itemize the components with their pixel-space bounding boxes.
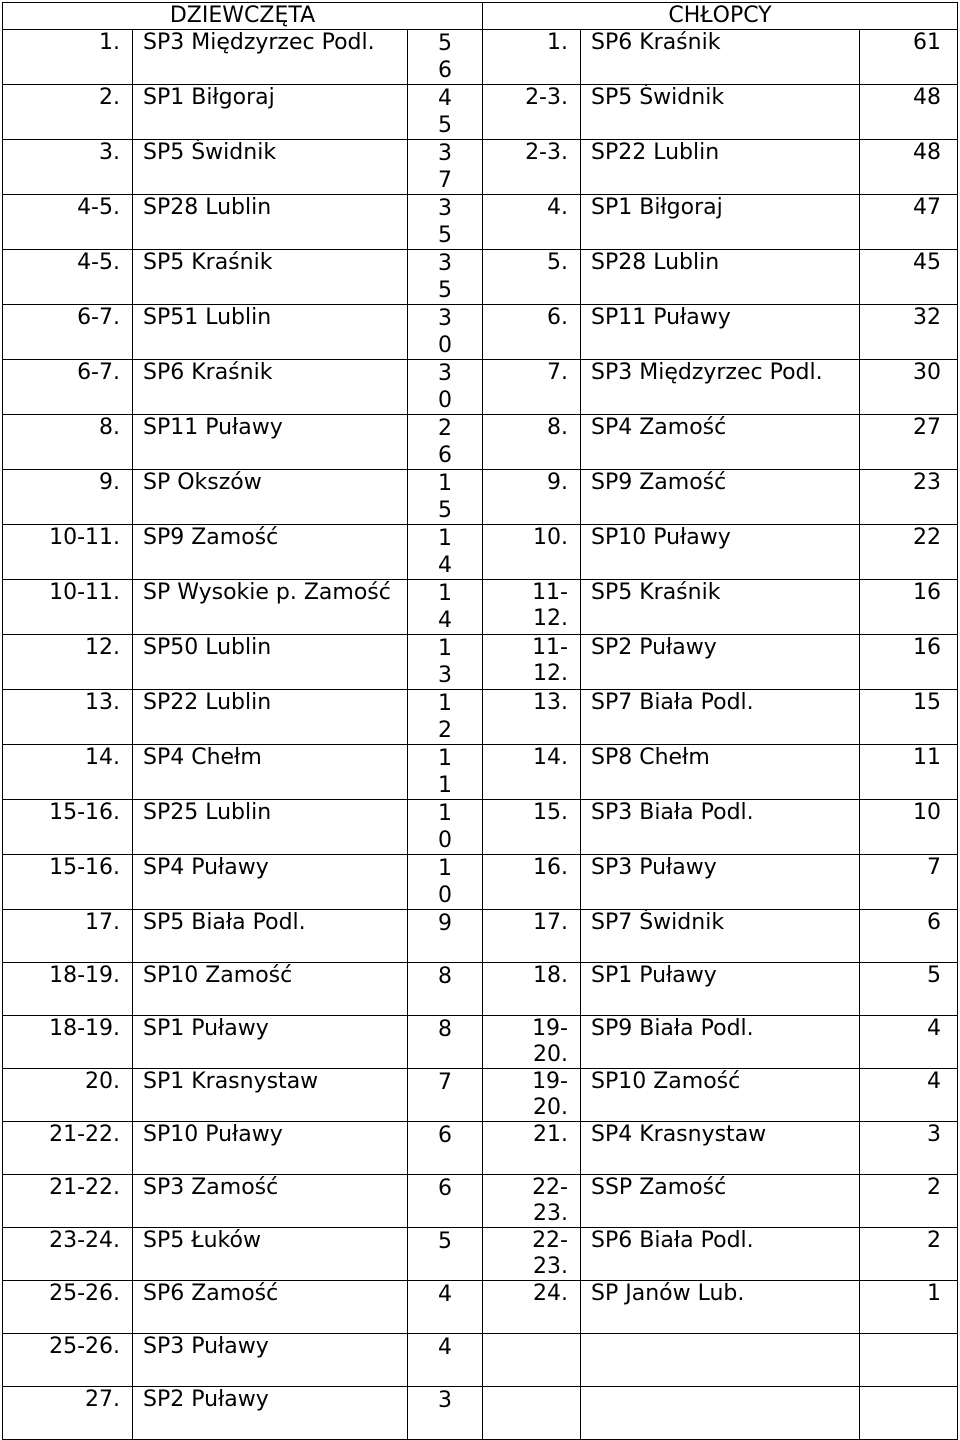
girls-points: 1 2 bbox=[408, 690, 483, 745]
girls-school: SP3 Zamość bbox=[133, 1175, 408, 1228]
girls-school: SP3 Międzyrzec Podl. bbox=[133, 30, 408, 85]
boys-school: SP4 Zamość bbox=[581, 415, 860, 470]
boys-rank: 9. bbox=[483, 470, 581, 525]
boys-school: SP3 Biała Podl. bbox=[581, 800, 860, 855]
boys-school: SP22 Lublin bbox=[581, 140, 860, 195]
boys-rank: 14. bbox=[483, 745, 581, 800]
table-row bbox=[3, 1281, 958, 1334]
boys-points: 6 bbox=[860, 910, 958, 963]
table-row bbox=[3, 1069, 958, 1122]
boys-points: 15 bbox=[860, 690, 958, 745]
boys-points: 4 bbox=[860, 1069, 958, 1122]
girls-rank: 12. bbox=[3, 635, 133, 690]
girls-points: 1 0 bbox=[408, 800, 483, 855]
boys-school: SSP Zamość bbox=[581, 1175, 860, 1228]
boys-rank: 17. bbox=[483, 910, 581, 963]
girls-rank: 21-22. bbox=[3, 1122, 133, 1175]
boys-school: SP4 Krasnystaw bbox=[581, 1122, 860, 1175]
girls-points: 7 bbox=[408, 1069, 483, 1122]
girls-school: SP50 Lublin bbox=[133, 635, 408, 690]
header-row bbox=[3, 3, 958, 30]
boys-rank: 4. bbox=[483, 195, 581, 250]
boys-school: SP3 Międzyrzec Podl. bbox=[581, 360, 860, 415]
boys-points: 61 bbox=[860, 30, 958, 85]
girls-school: SP4 Chełm bbox=[133, 745, 408, 800]
girls-points: 3 5 bbox=[408, 195, 483, 250]
boys-rank: 10. bbox=[483, 525, 581, 580]
table-row bbox=[3, 1122, 958, 1175]
boys-rank: 15. bbox=[483, 800, 581, 855]
girls-rank: 18-19. bbox=[3, 1016, 133, 1069]
girls-points: 5 6 bbox=[408, 30, 483, 85]
boys-rank: 7. bbox=[483, 360, 581, 415]
boys-rank: 8. bbox=[483, 415, 581, 470]
boys-rank: 11- 12. bbox=[483, 635, 581, 690]
table-row bbox=[3, 470, 958, 525]
boys-points: 2 bbox=[860, 1175, 958, 1228]
boys-points: 48 bbox=[860, 85, 958, 140]
boys-school: SP8 Chełm bbox=[581, 745, 860, 800]
boys-points: 16 bbox=[860, 635, 958, 690]
girls-rank: 13. bbox=[3, 690, 133, 745]
boys-school: SP7 Biała Podl. bbox=[581, 690, 860, 745]
girls-rank: 6-7. bbox=[3, 360, 133, 415]
girls-rank: 4-5. bbox=[3, 250, 133, 305]
girls-points: 6 bbox=[408, 1175, 483, 1228]
girls-rank: 14. bbox=[3, 745, 133, 800]
girls-school: SP1 Biłgoraj bbox=[133, 85, 408, 140]
girls-school: SP5 Łuków bbox=[133, 1228, 408, 1281]
girls-points: 8 bbox=[408, 963, 483, 1016]
girls-rank: 20. bbox=[3, 1069, 133, 1122]
table-row bbox=[3, 415, 958, 470]
girls-school: SP22 Lublin bbox=[133, 690, 408, 745]
girls-header: DZIEWCZĘTA bbox=[3, 3, 483, 30]
girls-school: SP10 Zamość bbox=[133, 963, 408, 1016]
boys-school: SP5 Świdnik bbox=[581, 85, 860, 140]
girls-points: 4 5 bbox=[408, 85, 483, 140]
table-row bbox=[3, 745, 958, 800]
girls-school: SP6 Zamość bbox=[133, 1281, 408, 1334]
table-row bbox=[3, 963, 958, 1016]
table-row bbox=[3, 910, 958, 963]
table-row bbox=[3, 1228, 958, 1281]
girls-rank: 15-16. bbox=[3, 800, 133, 855]
girls-school: SP51 Lublin bbox=[133, 305, 408, 360]
boys-school: SP9 Biała Podl. bbox=[581, 1016, 860, 1069]
girls-rank: 8. bbox=[3, 415, 133, 470]
girls-points: 1 4 bbox=[408, 580, 483, 635]
girls-rank: 25-26. bbox=[3, 1281, 133, 1334]
girls-school: SP11 Puławy bbox=[133, 415, 408, 470]
girls-school: SP5 Biała Podl. bbox=[133, 910, 408, 963]
results-body bbox=[3, 3, 958, 1440]
girls-school: SP Wysokie p. Zamość bbox=[133, 580, 408, 635]
girls-points: 2 6 bbox=[408, 415, 483, 470]
girls-points: 1 1 bbox=[408, 745, 483, 800]
girls-school: SP4 Puławy bbox=[133, 855, 408, 910]
girls-points: 1 5 bbox=[408, 470, 483, 525]
girls-rank: 9. bbox=[3, 470, 133, 525]
table-row bbox=[3, 635, 958, 690]
table-row bbox=[3, 1387, 958, 1440]
girls-school: SP25 Lublin bbox=[133, 800, 408, 855]
table-row bbox=[3, 30, 958, 85]
girls-school: SP1 Krasnystaw bbox=[133, 1069, 408, 1122]
girls-rank: 17. bbox=[3, 910, 133, 963]
boys-school: SP2 Puławy bbox=[581, 635, 860, 690]
boys-points: 32 bbox=[860, 305, 958, 360]
girls-points: 1 4 bbox=[408, 525, 483, 580]
girls-rank: 10-11. bbox=[3, 525, 133, 580]
boys-school: SP10 Zamość bbox=[581, 1069, 860, 1122]
boys-header: CHŁOPCY bbox=[483, 3, 958, 30]
girls-rank: 6-7. bbox=[3, 305, 133, 360]
girls-rank: 25-26. bbox=[3, 1334, 133, 1387]
boys-points: 11 bbox=[860, 745, 958, 800]
girls-rank: 15-16. bbox=[3, 855, 133, 910]
boys-points: 22 bbox=[860, 525, 958, 580]
boys-points: 47 bbox=[860, 195, 958, 250]
boys-points: 1 bbox=[860, 1281, 958, 1334]
boys-rank: 11- 12. bbox=[483, 580, 581, 635]
table-row bbox=[3, 800, 958, 855]
boys-school: SP6 Biała Podl. bbox=[581, 1228, 860, 1281]
girls-rank: 2. bbox=[3, 85, 133, 140]
girls-points: 8 bbox=[408, 1016, 483, 1069]
girls-school: SP9 Zamość bbox=[133, 525, 408, 580]
girls-rank: 23-24. bbox=[3, 1228, 133, 1281]
girls-school: SP1 Puławy bbox=[133, 1016, 408, 1069]
girls-rank: 27. bbox=[3, 1387, 133, 1440]
table-row bbox=[3, 525, 958, 580]
girls-school: SP Okszów bbox=[133, 470, 408, 525]
boys-points: 23 bbox=[860, 470, 958, 525]
boys-school: SP1 Puławy bbox=[581, 963, 860, 1016]
boys-rank bbox=[483, 1334, 581, 1387]
boys-rank: 22- 23. bbox=[483, 1175, 581, 1228]
boys-school: SP1 Biłgoraj bbox=[581, 195, 860, 250]
girls-rank: 1. bbox=[3, 30, 133, 85]
girls-points: 6 bbox=[408, 1122, 483, 1175]
boys-points: 4 bbox=[860, 1016, 958, 1069]
boys-rank: 2-3. bbox=[483, 85, 581, 140]
boys-school: SP11 Puławy bbox=[581, 305, 860, 360]
girls-points: 1 3 bbox=[408, 635, 483, 690]
girls-points: 3 7 bbox=[408, 140, 483, 195]
boys-rank: 19- 20. bbox=[483, 1069, 581, 1122]
boys-rank: 19- 20. bbox=[483, 1016, 581, 1069]
boys-points: 3 bbox=[860, 1122, 958, 1175]
boys-rank: 1. bbox=[483, 30, 581, 85]
table-row bbox=[3, 360, 958, 415]
table-row bbox=[3, 195, 958, 250]
girls-rank: 21-22. bbox=[3, 1175, 133, 1228]
boys-rank bbox=[483, 1387, 581, 1440]
girls-points: 3 0 bbox=[408, 305, 483, 360]
boys-points: 7 bbox=[860, 855, 958, 910]
table-row bbox=[3, 250, 958, 305]
girls-rank: 4-5. bbox=[3, 195, 133, 250]
table-row bbox=[3, 1334, 958, 1387]
boys-points bbox=[860, 1334, 958, 1387]
boys-rank: 24. bbox=[483, 1281, 581, 1334]
girls-school: SP2 Puławy bbox=[133, 1387, 408, 1440]
boys-school: SP3 Puławy bbox=[581, 855, 860, 910]
boys-points: 27 bbox=[860, 415, 958, 470]
boys-rank: 21. bbox=[483, 1122, 581, 1175]
boys-rank: 13. bbox=[483, 690, 581, 745]
girls-points: 5 bbox=[408, 1228, 483, 1281]
table-row bbox=[3, 85, 958, 140]
boys-school bbox=[581, 1387, 860, 1440]
boys-school: SP28 Lublin bbox=[581, 250, 860, 305]
girls-rank: 10-11. bbox=[3, 580, 133, 635]
girls-rank: 18-19. bbox=[3, 963, 133, 1016]
girls-rank: 3. bbox=[3, 140, 133, 195]
table-row bbox=[3, 580, 958, 635]
boys-points: 16 bbox=[860, 580, 958, 635]
boys-school: SP Janów Lub. bbox=[581, 1281, 860, 1334]
results-table bbox=[2, 2, 958, 1440]
boys-school: SP10 Puławy bbox=[581, 525, 860, 580]
boys-points: 2 bbox=[860, 1228, 958, 1281]
girls-points: 1 0 bbox=[408, 855, 483, 910]
table-row bbox=[3, 305, 958, 360]
boys-points: 48 bbox=[860, 140, 958, 195]
boys-points: 5 bbox=[860, 963, 958, 1016]
boys-rank: 16. bbox=[483, 855, 581, 910]
boys-school: SP7 Świdnik bbox=[581, 910, 860, 963]
girls-school: SP3 Puławy bbox=[133, 1334, 408, 1387]
boys-rank: 5. bbox=[483, 250, 581, 305]
boys-points bbox=[860, 1387, 958, 1440]
girls-school: SP28 Lublin bbox=[133, 195, 408, 250]
girls-school: SP10 Puławy bbox=[133, 1122, 408, 1175]
boys-rank: 18. bbox=[483, 963, 581, 1016]
boys-school: SP9 Zamość bbox=[581, 470, 860, 525]
girls-school: SP5 Świdnik bbox=[133, 140, 408, 195]
girls-points: 3 bbox=[408, 1387, 483, 1440]
table-row bbox=[3, 1175, 958, 1228]
boys-rank: 2-3. bbox=[483, 140, 581, 195]
table-row bbox=[3, 140, 958, 195]
girls-points: 4 bbox=[408, 1281, 483, 1334]
girls-points: 3 5 bbox=[408, 250, 483, 305]
boys-school: SP6 Kraśnik bbox=[581, 30, 860, 85]
table-row bbox=[3, 690, 958, 745]
boys-school: SP5 Kraśnik bbox=[581, 580, 860, 635]
boys-school bbox=[581, 1334, 860, 1387]
girls-school: SP6 Kraśnik bbox=[133, 360, 408, 415]
girls-points: 3 0 bbox=[408, 360, 483, 415]
girls-points: 4 bbox=[408, 1334, 483, 1387]
boys-rank: 22- 23. bbox=[483, 1228, 581, 1281]
boys-points: 45 bbox=[860, 250, 958, 305]
girls-school: SP5 Kraśnik bbox=[133, 250, 408, 305]
table-row bbox=[3, 1016, 958, 1069]
boys-rank: 6. bbox=[483, 305, 581, 360]
girls-points: 9 bbox=[408, 910, 483, 963]
boys-points: 10 bbox=[860, 800, 958, 855]
boys-points: 30 bbox=[860, 360, 958, 415]
table-row bbox=[3, 855, 958, 910]
